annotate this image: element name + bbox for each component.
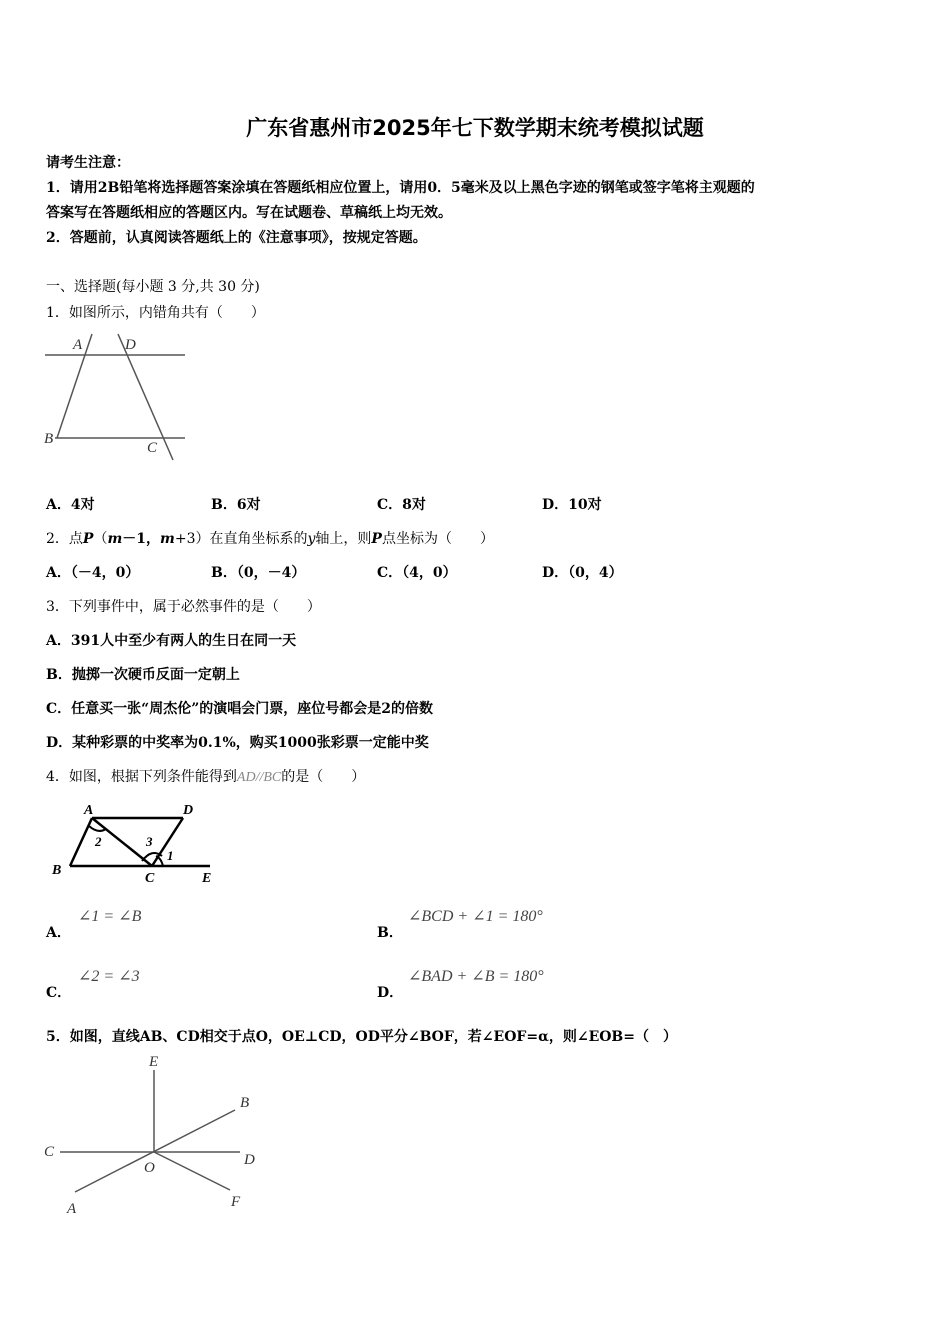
q4-option-a-letter: A． <box>46 925 71 941</box>
q5-label-d: D <box>244 1152 255 1168</box>
q5-ray-of <box>154 1152 230 1190</box>
notice-heading: 请考生注意： <box>46 155 130 171</box>
q5-label-f: F <box>231 1194 241 1210</box>
q5-label-o: O <box>144 1160 155 1176</box>
q4-label-3: 3 <box>146 834 153 849</box>
q4-stem-b: 的是（ ） <box>281 769 366 785</box>
q2-num: 2．点 <box>46 531 83 547</box>
q2-option-b: B．（0，－4） <box>211 565 306 581</box>
q1-label-b: B <box>44 431 54 447</box>
notice-line-2: 2．答题前，认真阅读答题纸上的《注意事项》，按规定答题。 <box>46 230 427 246</box>
q5-label-e: E <box>149 1054 159 1070</box>
q1-label-d: D <box>125 337 136 353</box>
q5-label-b: B <box>240 1095 250 1111</box>
q1-figure <box>40 330 190 465</box>
q4-option-b-expr: ∠BCD + ∠1 = 180° <box>408 908 543 925</box>
q3-option-a: A．391人中至少有两人的生日在同一天 <box>46 633 297 649</box>
q4-option-d-letter: D． <box>377 985 404 1001</box>
q4-label-e: E <box>202 871 212 886</box>
q2-point-p: P <box>82 531 94 547</box>
q4-option-c-letter: C． <box>46 985 72 1001</box>
q2-plus3: +3）在直角坐标系的 <box>174 531 308 547</box>
q1-label-a: A <box>73 337 83 353</box>
q1-stem: 1．如图所示，内错角共有（ ） <box>46 305 265 321</box>
q5-stem: 5．如图，直线AB、CD相交于点O，OE⊥CD，OD平分∠BOF，若∠EOF=α，则∠EOB=（ ） <box>46 1029 677 1045</box>
q2-option-c: C．（4，0） <box>377 565 457 581</box>
q2-minus1: －1， <box>122 531 161 547</box>
q3-option-d: D．某种彩票的中奖率为0.1%，购买1000张彩票一定能中奖 <box>46 735 429 751</box>
q1-option-a: A．4对 <box>46 497 95 513</box>
q1-option-c: C．8对 <box>377 497 426 513</box>
q4-label-d: D <box>183 803 194 818</box>
q5-label-a: A <box>67 1201 77 1217</box>
q1-label-c: C <box>147 440 158 456</box>
q5-label-c: C <box>44 1144 55 1160</box>
q4-label-c: C <box>145 871 155 886</box>
q4-option-d-expr: ∠BAD + ∠B = 180° <box>408 968 544 985</box>
q2-point-p2: P <box>371 531 382 547</box>
q3-stem: 3．下列事件中，属于必然事件的是（ ） <box>46 599 321 615</box>
q2-mid: 轴上，则 <box>315 531 372 547</box>
q4-line-ba <box>70 818 92 866</box>
q4-stem <box>46 766 365 786</box>
q4-angle-1-arc <box>156 856 163 866</box>
q4-option-b-letter: B． <box>377 925 403 941</box>
q2-end: 点坐标为（ ） <box>381 531 494 547</box>
q2-m1: m <box>107 531 123 547</box>
q4-option-a-expr: ∠1 = ∠B <box>78 908 142 925</box>
q2-y: y <box>307 531 316 547</box>
q4-label-1: 1 <box>167 848 174 863</box>
q3-option-c: C．任意买一张“周杰伦”的演唱会门票，座位号都会是2的倍数 <box>46 701 433 717</box>
q4-stem-math: AD//BC <box>236 770 282 785</box>
q4-stem-a: 4．如图，根据下列条件能得到 <box>46 769 237 785</box>
q2-option-d: D．（0，4） <box>542 565 623 581</box>
q2-stem <box>46 528 494 548</box>
q3-option-b: B．抛掷一次硬币反面一定朝上 <box>46 667 240 683</box>
q2-option-a: A．（－4，0） <box>46 565 140 581</box>
q4-label-2: 2 <box>95 834 102 849</box>
q2-open: （ <box>93 531 108 547</box>
q2-m2: m <box>160 531 175 547</box>
q4-figure <box>48 798 218 888</box>
q4-label-b: B <box>52 863 62 878</box>
notice-line-1a: 1．请用2B铅笔将选择题答案涂填在答题纸相应位置上，请用0．5毫米及以上黑色字迹的钢笔或签字笔将主观题的 <box>46 180 755 196</box>
q1-option-b: B．6对 <box>211 497 261 513</box>
q4-option-c-expr: ∠2 = ∠3 <box>78 968 140 985</box>
q5-figure <box>40 1050 270 1220</box>
notice-line-1b: 答案写在答题纸相应的答题区内。写在试题卷、草稿纸上均无效。 <box>46 205 452 221</box>
section-heading: 一、选择题(每小题 3 分,共 30 分) <box>46 279 260 295</box>
page-title: 广东省惠州市2025年七下数学期末统考模拟试题 <box>246 116 704 140</box>
q4-label-a: A <box>84 803 94 818</box>
q1-option-d: D．10对 <box>542 497 602 513</box>
